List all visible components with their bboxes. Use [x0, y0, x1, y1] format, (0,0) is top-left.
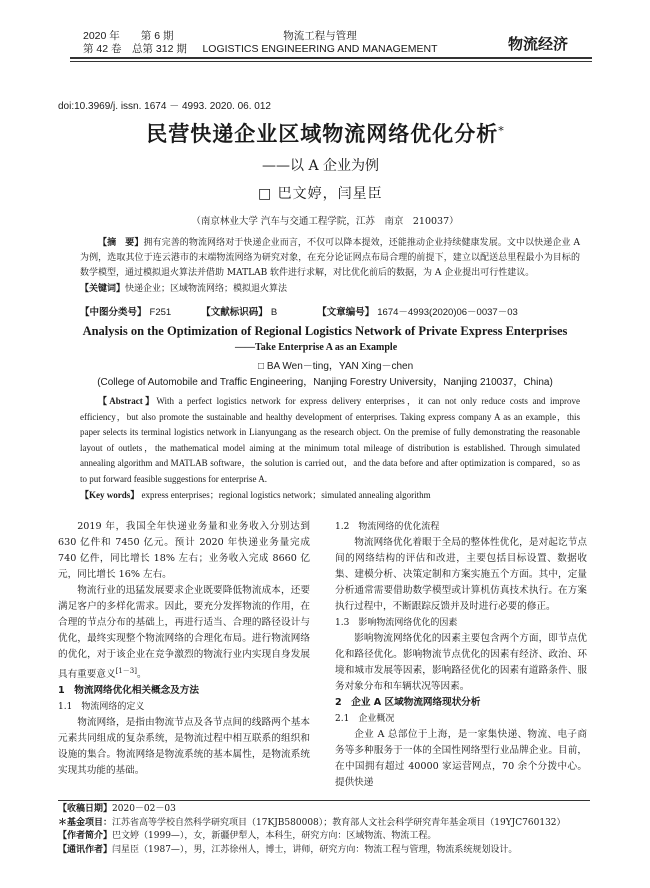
header-rule	[70, 57, 592, 59]
authors-en: □ BA Wen－ting，YAN Xing－chen	[258, 361, 414, 372]
abstract-cn-text: 拥有完善的物流网络对于快递企业而言，不仅可以降本提效，还能推动企业持续健康发展。文中以快递企业 A 为例，选取其位于连云港市的末端物流网络为研究对象，在充分论证网点布局合理的前提下，建立以配送总里程最小为目标的数学模型，通过模拟退火算法并借助 MATLAB 软件进行求解，对比优化前后的数据，为 A 企业提出可行性建议。	[80, 238, 580, 278]
abstract-cn-label: 【摘 要】	[98, 238, 144, 248]
title-footnote-mark: *	[498, 124, 504, 138]
article-no-label: 【文章编号】	[317, 307, 375, 318]
journal-name	[200, 30, 440, 56]
body-paragraph: 企业 A 总部位于上海，是一家集快递、物流、电子商务等多种服务于一体的全国性网络型行业品牌企业。目前，在中国拥有超过 40000 家运营网点，70 余个分拨中心。提供快递	[335, 729, 587, 788]
corresponding-author-text: 闫星臣（1987—），男，江苏徐州人，博士，讲师，研究方向：物流工程与管理，物流系统规划设计。	[112, 844, 518, 855]
body-column-right	[335, 519, 587, 791]
article-title-cn: 民营快递企业区域物流网络优化分析	[146, 122, 499, 146]
article-no-value: 1674－4993(2020)06－0037－03	[377, 307, 518, 318]
body-column-left	[58, 519, 310, 779]
doc-code-label: 【文献标识码】	[201, 307, 268, 318]
author-bio-text: 巴文婷（1999—），女，新疆伊犁人，本科生，研究方向：区域物流、物流工程。	[112, 831, 437, 841]
section-name: 物流经济	[508, 35, 569, 53]
fund-label: ＊基金项目：	[58, 817, 113, 828]
body-paragraph: 物流网络优化着眼于全局的整体性优化，是对起讫节点间的网络结构的评估和改进，主要包括目标设置、数据收集、建模分析、决策定制和方案实施五个方面。其中，定量分析通常需要借助数学模型或计算机仿真技术执行。在方案执行过程中，不断跟踪反馈并及时进行必要的修正。	[335, 537, 587, 612]
keywords-cn-text: 快递企业；区域物流网络；模拟退火算法	[125, 284, 288, 294]
received-date: 2020－02－03	[112, 804, 176, 814]
title-block-cn	[0, 118, 650, 148]
header-rule-thin	[70, 61, 592, 62]
doc-code-value: B	[270, 307, 278, 318]
affiliation-cn: （南京林业大学 汽车与交通工程学院，江苏 南京 210037）	[191, 216, 459, 227]
affiliation-en: (College of Automobile and Traffic Engineering，Nanjing Forestry University，Nanjing 210037，China)	[97, 377, 553, 388]
abstract-en	[80, 394, 580, 503]
article-subtitle-cn: ——以 A 企业为例	[262, 158, 380, 174]
abstract-en-text: With a perfect logistics network for express delivery enterprises，it can not only reduce costs and improve efficiency，but also promote the sustainable and healthy development of enterprises. Taking express company A as an example，this paper selects its terminal logistics network in Lianyungang as the research object. On the premise of fully demonstrating the reasonable layout of outlets，the mathematical model aiming at the minimum total mileage of distribution is established. Through simulated annealing algorithm and MATLAB software，the solution is carried out，and the data before and after optimization is compared，so as to put forward feasible suggestions for enterprise A.	[80, 396, 580, 484]
keywords-cn-label: 【关键词】	[80, 284, 126, 294]
fund-text: 江苏省高等学校自然科学研究项目（17KJB580008）；教育部人文社会科学研究青年基金项目（19YJC760132）	[112, 817, 566, 828]
authors-cn: □ 巴文婷，闫星臣	[258, 186, 383, 202]
subsection-heading: 1.2 物流网络的优化流程	[335, 522, 440, 532]
article-subtitle-en: ——Take Enterprise A as an Example	[235, 342, 398, 353]
section-heading: 1 物流网络优化相关概念及方法	[58, 685, 199, 697]
author-bio-label: 【作者简介】	[58, 831, 113, 841]
journal-name-cn: 物流工程与管理	[283, 30, 357, 42]
footnote-rule	[58, 800, 590, 801]
doi: doi:10.3969/j. issn. 1674 － 4993. 2020. 06. 012	[58, 101, 271, 112]
body-paragraph	[58, 583, 310, 683]
body-text: 物流行业的迅猛发展要求企业既要降低物流成本，还要满足客户的多样化需求。因此，要充分发挥物流的作用，在合理的节点分布的基础上，再进行适当、合理的路径设计与优化，最终实现整个物流网络的合理化布局。进行物流网络的优化，对于该企业在竞争激烈的物流行业内实现自身发展具有重要意义	[58, 585, 310, 681]
subsection-heading: 1.1 物流网络的定义	[58, 702, 145, 713]
body-paragraph: 影响物流网络优化的因素主要包含两个方面，即节点优化和路径优化。影响物流节点优化的因素有经济、政治、环境和城市发展等因素，影响路径优化的因素有道路条件、服务对象分布和车辆状况等因素。	[335, 633, 587, 692]
article-title-en: Analysis on the Optimization of Regional Logistics Network of Private Express Enterprises	[82, 324, 568, 338]
abstract-en-label: 【Abstract】	[98, 396, 157, 406]
body-text: 。	[136, 669, 147, 681]
journal-name-en: LOGISTICS ENGINEERING AND MANAGEMENT	[202, 43, 438, 55]
year-issue: 2020 年 第 6 期	[83, 30, 174, 42]
subsection-heading: 2.1 企业概况	[335, 714, 395, 724]
classification-line	[80, 304, 580, 318]
body-paragraph: 物流网络，是指由物流节点及各节点间的线路两个基本元素共同组成的复杂系统，是物流过程中相互联系的组织和设施的集合。物流网络是物流系统的基本属性，是物流系统实现其功能的基础。	[58, 717, 310, 777]
section-heading: 2 企业 A 区域物流网络现状分析	[335, 697, 481, 708]
citation: [1－3]	[115, 667, 137, 675]
received-label: 【收稿日期】	[58, 804, 113, 814]
volume-total: 第 42 卷 总第 312 期	[83, 43, 187, 55]
clc-value: F251	[149, 307, 172, 318]
footnotes	[58, 803, 598, 857]
keywords-en-text: express enterprises；regional logistics network；simulated annealing algorithm	[141, 490, 431, 500]
abstract-cn	[80, 236, 580, 297]
subsection-heading: 1.3 影响物流网络优化的因素	[335, 618, 458, 628]
clc-label: 【中图分类号】	[80, 307, 147, 318]
keywords-en-label: 【Key words】	[80, 490, 140, 500]
corresponding-author-label: 【通讯作者】	[58, 844, 113, 855]
body-paragraph: 2019 年，我国全年快递业务量和业务收入分别达到 630 亿件和 7450 亿元。预计 2020 年快递业务量完成 740 亿件，同比增长 18% 左右；业务收入完成 8660 亿元，同比增长 16% 左右。	[58, 521, 310, 580]
